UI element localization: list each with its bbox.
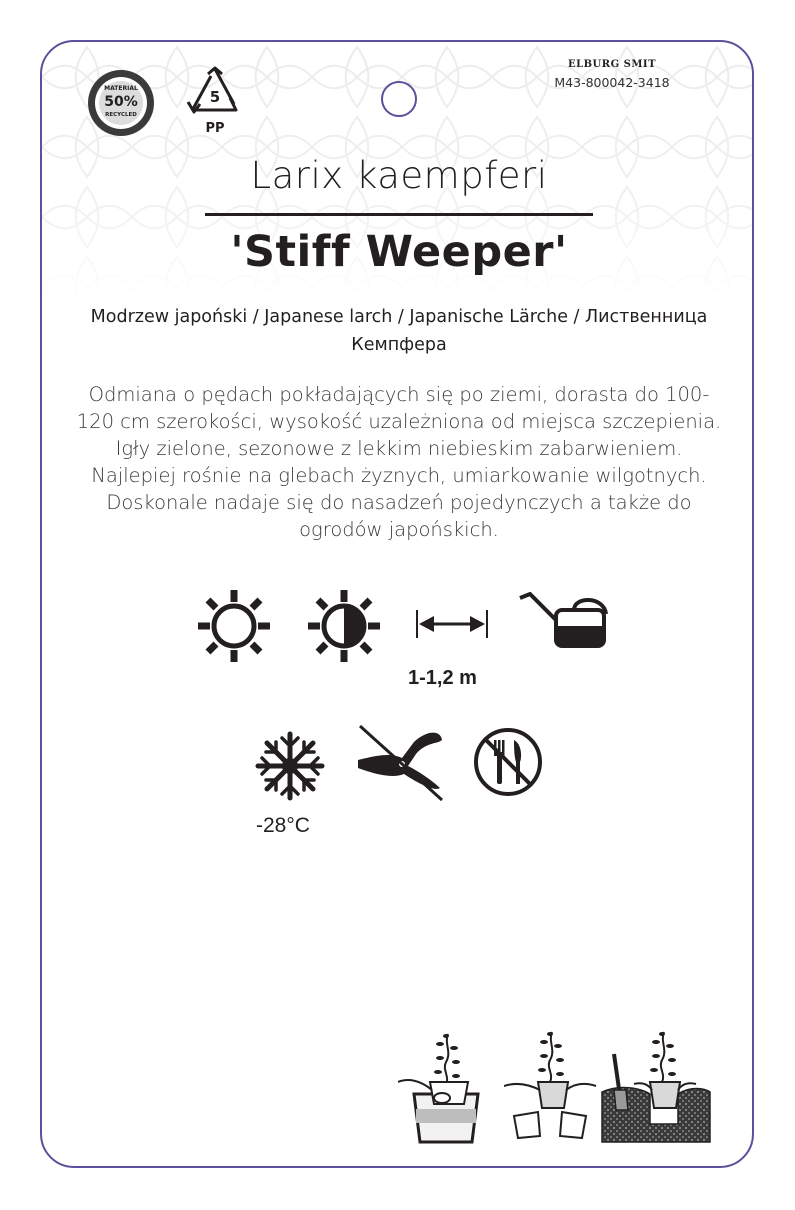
- common-names: Modrzew japoński / Japanese larch / Japanische Lärche / Лиственница Кемпфера: [90, 307, 708, 355]
- width-arrow-icon: [414, 608, 490, 640]
- description-line: Igły zielone, sezonowe z lekkim niebieskim zabarwieniem.: [115, 437, 683, 460]
- frost-icon: [254, 730, 326, 802]
- recycle-pp-icon: [184, 66, 246, 142]
- material-percent-text: 50%: [104, 94, 138, 110]
- sun-icon: [196, 588, 272, 664]
- description-line: Doskonale nadaje się do nasadzeń pojedynczych a także do: [106, 491, 692, 514]
- cultivar-name: 'Stiff Weeper': [230, 227, 568, 277]
- description-line: Najlepiej rośnie na glebach żyznych, umiarkowanie wilgotnych.: [91, 464, 707, 487]
- no-pruning-icon: [354, 722, 446, 802]
- material-bottom-text: RECYCLED: [105, 112, 137, 118]
- brand-block: [532, 59, 692, 90]
- plant-label-card: [40, 40, 754, 1168]
- remove-pot-icon: [504, 1024, 598, 1144]
- description-line: 120 cm szerokości, wysokość uzależniona od miejsca szczepienia.: [76, 410, 722, 433]
- recycled-material-badge-icon: [86, 68, 156, 138]
- description-line: Odmiana o pędach pokładających się po ziemi, dorasta do 100-: [88, 383, 710, 406]
- not-edible-icon: [472, 726, 544, 798]
- hang-hole: [381, 81, 417, 117]
- frost-label: -28°C: [256, 814, 310, 837]
- latin-name: Larix kaempferi: [250, 154, 548, 197]
- width-label: 1-1,2 m: [408, 667, 477, 689]
- soak-pot-icon: [398, 1024, 492, 1144]
- watering-can-icon: [518, 592, 610, 650]
- description-line: ogrodów japońskich.: [299, 518, 499, 541]
- recycle-code-text: PP: [205, 121, 225, 136]
- product-code: M43-800042-3418: [554, 75, 670, 90]
- half-shade-icon: [306, 588, 382, 664]
- title-divider: [205, 213, 593, 216]
- brand-name: ELBURG SMIT: [567, 59, 657, 70]
- material-top-text: MATERIAL: [104, 85, 138, 92]
- recycle-number-text: 5: [209, 88, 221, 106]
- description: [58, 381, 740, 543]
- plant-in-soil-icon: [600, 1024, 712, 1144]
